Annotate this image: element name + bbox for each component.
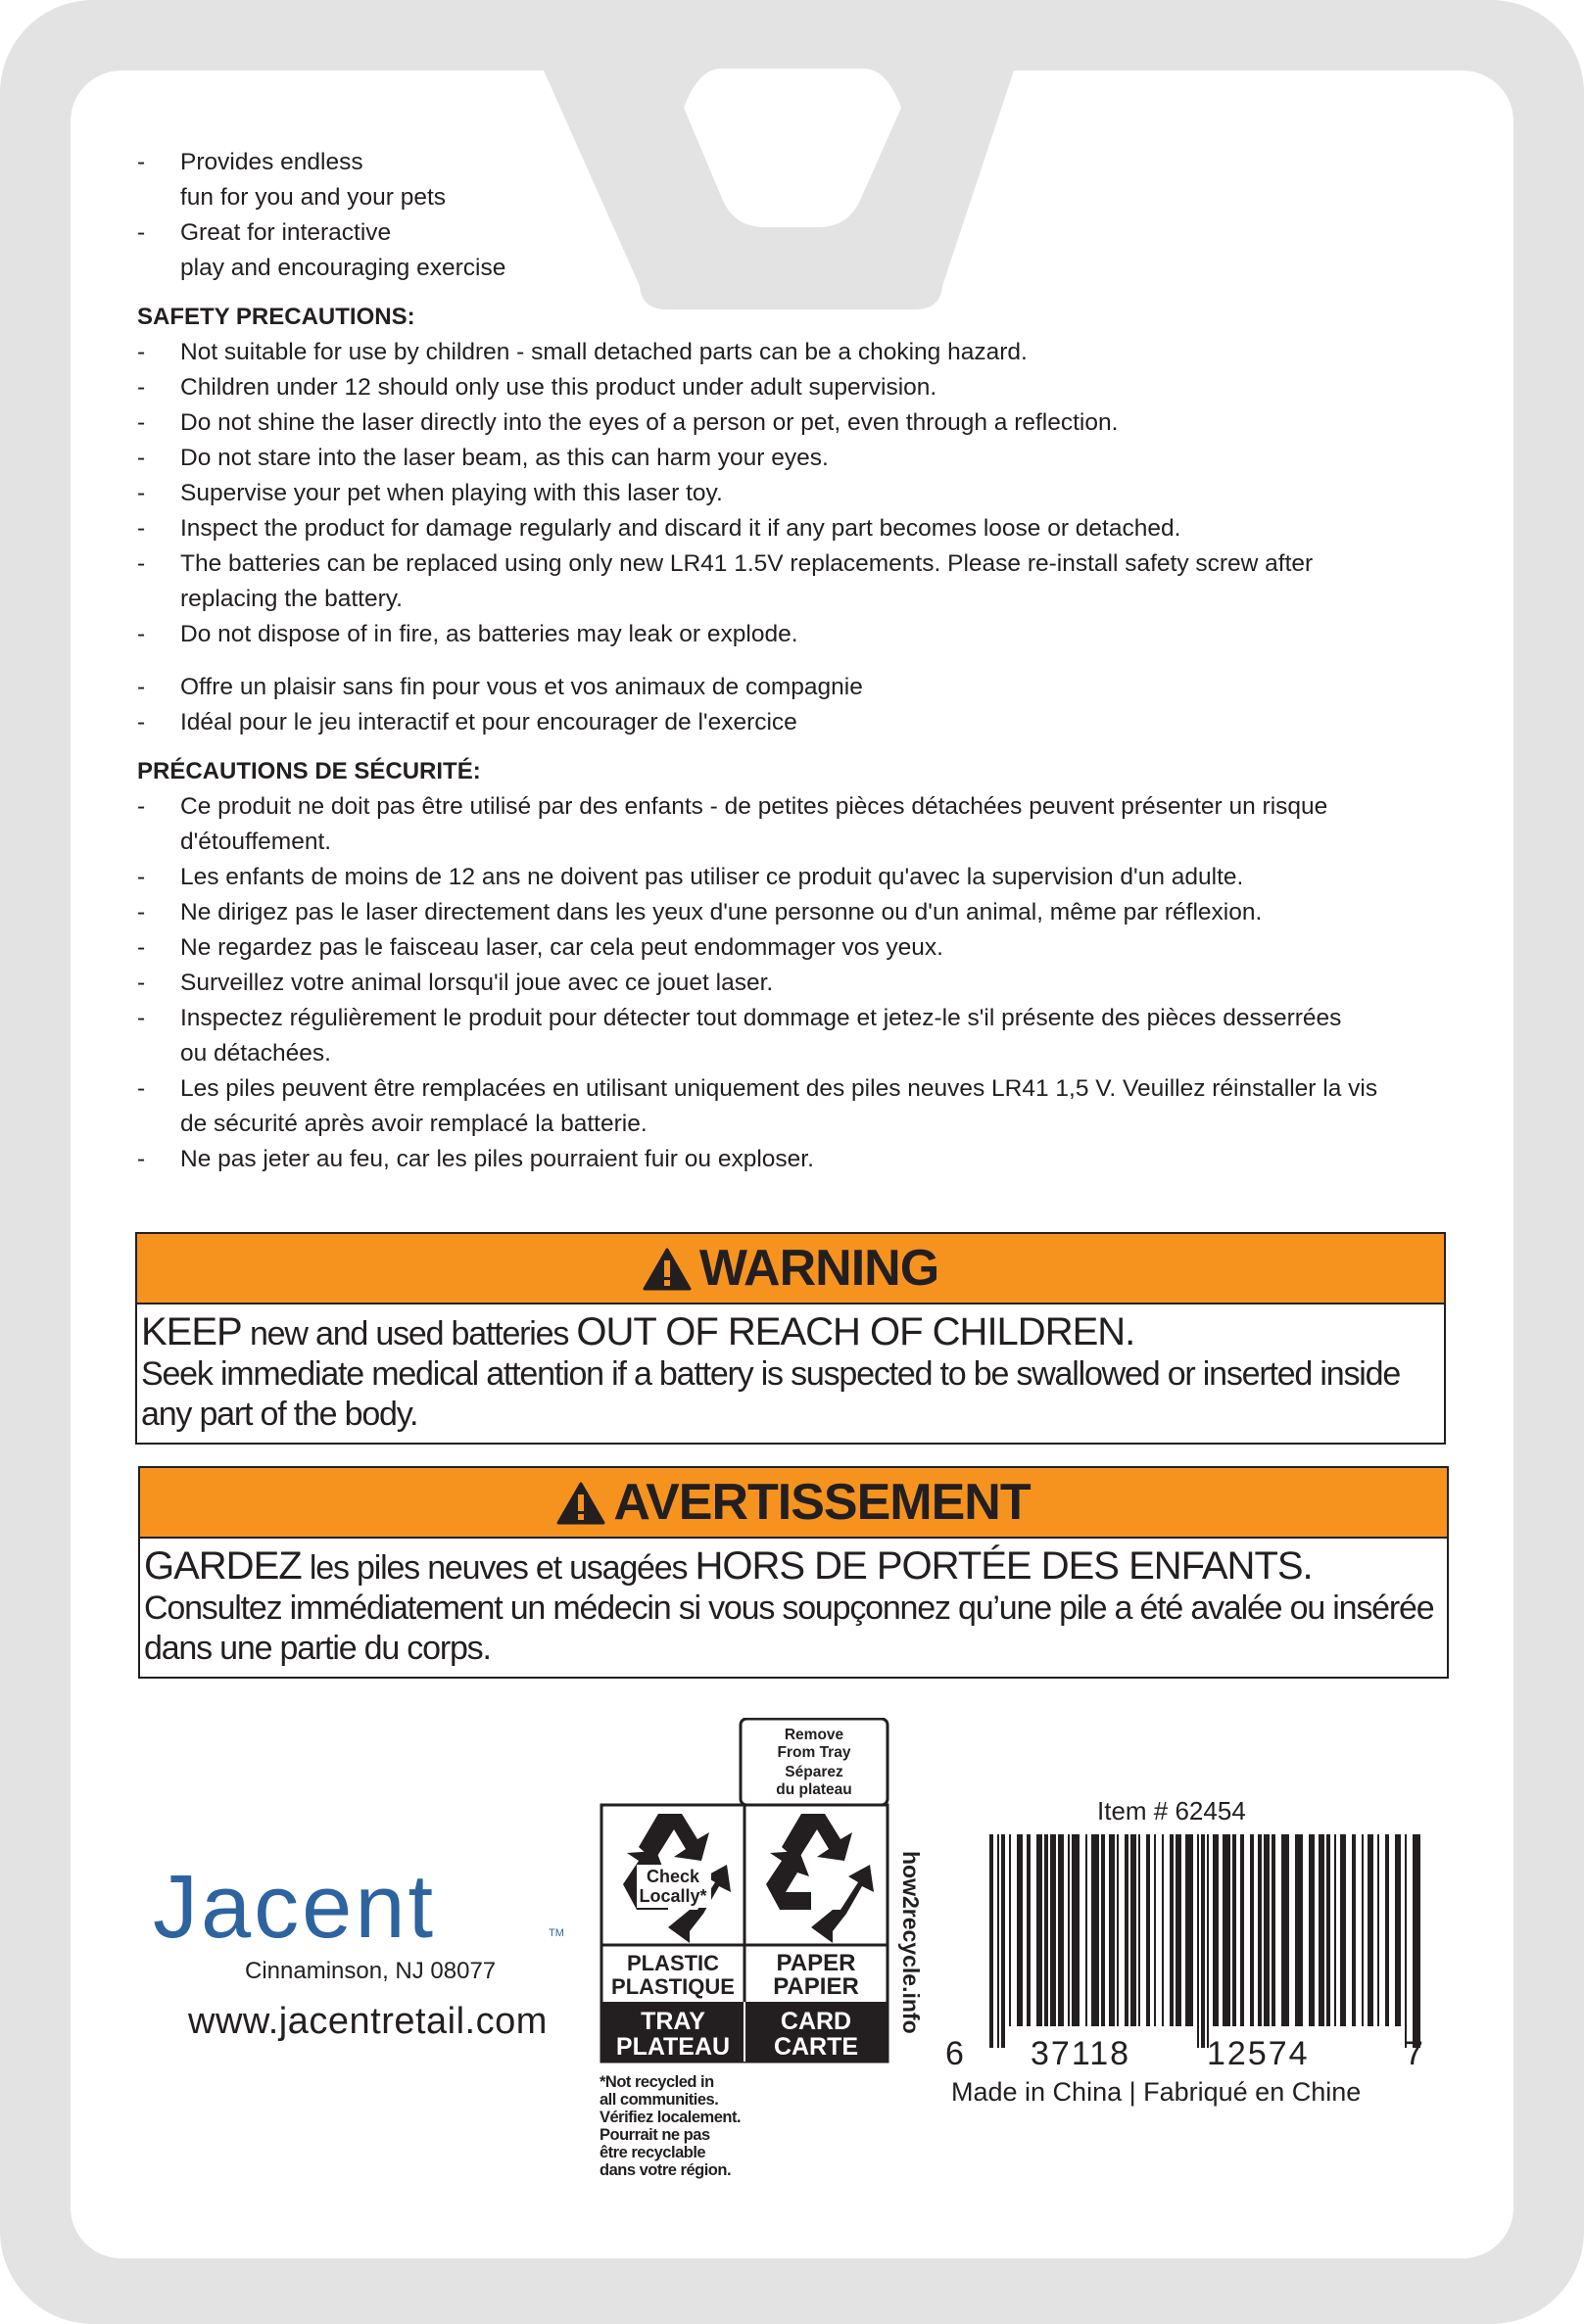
- list-item-text: Surveillez votre animal lorsqu'il joue avec ce jouet laser.: [180, 970, 774, 996]
- barcode-bar: [1295, 1834, 1303, 2026]
- warning-line2-en: Seek immediate medical attention if a battery is suspected to be swallowed or inserted inside: [141, 1355, 1401, 1393]
- barcode-bar: [1027, 1834, 1031, 2026]
- list-item-line: [137, 705, 1377, 740]
- barcode-bar: [1017, 1834, 1023, 2026]
- list-item-line: [137, 511, 1377, 546]
- warning-header-fr: [140, 1468, 1447, 1539]
- upc-barcode: [989, 1834, 1422, 2048]
- bullet-dash: -: [137, 480, 146, 506]
- list-item-line: [137, 370, 1377, 405]
- list-item-text: d'étouffement.: [180, 829, 332, 855]
- barcode-bar: [1413, 1834, 1420, 2048]
- recycle-note-line: être recyclable: [600, 2144, 706, 2161]
- list-item-line: [137, 966, 1377, 1001]
- card-label: CARD: [780, 2008, 852, 2035]
- list-item-line: [137, 670, 1377, 705]
- barcode-bar: [1044, 1834, 1048, 2026]
- item-number: Item # 62454: [1097, 1796, 1246, 1826]
- list-item-line: [137, 895, 1377, 930]
- list-item-line: [137, 1142, 1377, 1177]
- list-item-line: [137, 1071, 1377, 1107]
- list-item-line: [137, 441, 1377, 476]
- warning-box-fr: [138, 1466, 1449, 1679]
- bullet-dash: -: [137, 374, 146, 401]
- list-item-text: Idéal pour le jeu interactif et pour encourager de l'exercice: [180, 709, 797, 735]
- how2recycle-label: [600, 1718, 889, 2063]
- english-features-list: [137, 145, 1377, 286]
- barcode-digit-first: 6: [945, 2035, 964, 2072]
- recycle-note-line: dans votre région.: [600, 2161, 732, 2179]
- barcode-bar: [1162, 1834, 1164, 2026]
- barcode-bar: [1068, 1834, 1070, 2026]
- remove-en: Remove: [784, 1727, 844, 1743]
- barcode-bar: [1309, 1834, 1315, 2026]
- list-item-text: ou détachées.: [180, 1040, 331, 1067]
- warning-body-en: [137, 1304, 1444, 1443]
- list-item-text: Do not stare into the laser beam, as this can harm your eyes.: [180, 445, 829, 471]
- bullet-dash: -: [137, 339, 146, 365]
- warning-title-fr: AVERTISSEMENT: [613, 1474, 1031, 1531]
- bullet-dash: -: [137, 1005, 146, 1031]
- list-item-text: fun for you and your pets: [180, 184, 447, 211]
- list-item-text: de sécurité après avoir remplacé la batterie.: [180, 1111, 648, 1137]
- list-item-text: Ne regardez pas le faisceau laser, car cela peut endommager vos yeux.: [180, 934, 943, 961]
- safety-heading: SAFETY PRECAUTIONS:: [137, 304, 415, 330]
- bullet-dash: -: [137, 149, 146, 175]
- list-item-line: [137, 582, 1377, 617]
- list-item-text: Supervise your pet when playing with this laser toy.: [180, 480, 723, 506]
- warning-header-en: [137, 1234, 1444, 1304]
- list-item-text: Les piles peuvent être remplacées en utilisant uniquement des piles neuves LR41 1,5 V. Veuillez réinstaller la vis: [180, 1075, 1378, 1102]
- warning-keep-fr: GARDEZ: [144, 1544, 302, 1588]
- papier-label: PAPIER: [773, 1973, 859, 2000]
- securite-heading: PRÉCAUTIONS DE SÉCURITÉ:: [137, 758, 481, 784]
- list-item-text: play and encouraging exercise: [180, 255, 506, 281]
- list-item-line: [137, 617, 1377, 652]
- plastique-label: PLASTIQUE: [611, 1974, 735, 1999]
- barcode-bar: [1072, 1834, 1080, 2026]
- warning-line2-fr: Consultez immédiatement un médecin si vous soupçonnez qu’une pile a été avalée ou insérée: [144, 1589, 1434, 1627]
- barcode-bar: [1326, 1834, 1330, 2026]
- list-item-line: [137, 335, 1377, 370]
- warning-triangle-icon: [556, 1482, 605, 1525]
- recycle-note-line: Pourrait ne pas: [600, 2126, 710, 2144]
- warning-mid-fr: les piles neuves et usagées: [301, 1549, 696, 1587]
- list-item-text: Provides endless: [180, 149, 363, 175]
- warning-body-fr: [140, 1539, 1447, 1677]
- barcode-bar: [1240, 1834, 1244, 2026]
- plastic-label: PLASTIC: [626, 1951, 720, 1975]
- list-item-text: replacing the battery.: [180, 586, 403, 612]
- barcode-bar: [1352, 1834, 1356, 2026]
- list-item-text: Inspectez régulièrement le produit pour détecter tout dommage et jetez-le s'il présente des pièces desserrées: [180, 1005, 1342, 1031]
- list-item-text: Offre un plaisir sans fin pour vous et vos animaux de compagnie: [180, 674, 863, 700]
- remove-fr2: du plateau: [776, 1781, 852, 1798]
- recycle-note-line: all communities.: [600, 2091, 719, 2109]
- barcode-bar: [989, 1834, 993, 2048]
- check-text: Check: [646, 1867, 700, 1886]
- list-item-line: [137, 215, 1377, 251]
- barcode-bar: [1368, 1834, 1373, 2026]
- barcode-bar: [1405, 1834, 1407, 2048]
- barcode-bar: [1201, 1834, 1205, 2048]
- warning-title-en: WARNING: [698, 1240, 939, 1297]
- list-item-line: [137, 930, 1377, 966]
- recycle-note-line: *Not recycled in: [600, 2073, 714, 2091]
- bullet-dash: -: [137, 864, 146, 890]
- barcode-bar: [1001, 1834, 1005, 2048]
- bullet-dash: -: [137, 445, 146, 471]
- list-item-text: Ne dirigez pas le laser directement dans les yeux d'une personne ou d'un animal, même par réflexion.: [180, 899, 1263, 925]
- jacent-logo: Jacent: [153, 1857, 437, 1957]
- list-item-line: [137, 180, 1377, 215]
- recycle-footnote: [600, 2073, 786, 2179]
- barcode-bar: [1395, 1834, 1401, 2026]
- barcode-bar: [1258, 1834, 1262, 2026]
- list-item-line: [137, 145, 1377, 180]
- list-item-line: [137, 251, 1377, 286]
- warning-out-en: OUT OF REACH OF CHILDREN.: [576, 1310, 1135, 1353]
- barcode-bar: [1197, 1834, 1199, 2048]
- barcode-bar: [1130, 1834, 1136, 2026]
- list-item-text: Children under 12 should only use this product under adult supervision.: [180, 374, 937, 401]
- recycle-note-line: Vérifiez localement.: [600, 2109, 742, 2126]
- bullet-dash: -: [137, 550, 146, 577]
- bullet-dash: -: [137, 409, 146, 436]
- barcode-digits-right: 12574: [1207, 2035, 1310, 2072]
- barcode-bar: [1223, 1834, 1230, 2026]
- barcode-bar: [1085, 1834, 1087, 2026]
- company-address: Cinnaminson, NJ 08077: [245, 1958, 497, 1984]
- barcode-bar: [1009, 1834, 1011, 2026]
- bullet-dash: -: [137, 1075, 146, 1102]
- barcode-bar: [1091, 1834, 1099, 2026]
- english-section: [137, 145, 1377, 1177]
- list-item-text: Ce produit ne doit pas être utilisé par des enfants - de petites pièces détachées peuvent présenter un risque: [180, 793, 1328, 820]
- list-item-line: [137, 476, 1377, 511]
- bullet-dash: -: [137, 1146, 146, 1172]
- barcode-bar: [1050, 1834, 1056, 2026]
- barcode-bar: [1036, 1834, 1042, 2026]
- bullet-dash: -: [137, 515, 146, 542]
- barcode-bar: [1109, 1834, 1115, 2026]
- safety-list: [137, 335, 1377, 652]
- tray-label: TRAY: [641, 2008, 705, 2035]
- barcode-bar: [1264, 1834, 1270, 2026]
- bullet-dash: -: [137, 621, 146, 647]
- barcode-bar: [1176, 1834, 1181, 2026]
- warning-line3-fr: dans une partie du corps.: [144, 1630, 491, 1667]
- bullet-dash: -: [137, 709, 146, 735]
- barcode-digit-last: 7: [1405, 2035, 1423, 2072]
- barcode-bar: [1281, 1834, 1289, 2026]
- remove-fr: Séparez: [785, 1764, 843, 1780]
- french-features-list: [137, 670, 1377, 740]
- list-item-line: [137, 860, 1377, 895]
- list-item-line: [137, 825, 1377, 860]
- list-item-line: [137, 546, 1377, 582]
- list-item-text: Do not shine the laser directly into the eyes of a person or pet, even through a reflection.: [180, 409, 1119, 436]
- plateau-label: PLATEAU: [615, 2033, 731, 2061]
- barcode-bar: [1146, 1834, 1150, 2026]
- list-item-line: [137, 1001, 1377, 1036]
- company-website: www.jacentretail.com: [188, 2001, 548, 2042]
- remove-en2: From Tray: [777, 1744, 851, 1761]
- bullet-dash: -: [137, 793, 146, 820]
- bullet-dash: -: [137, 674, 146, 700]
- warning-out-fr: HORS DE PORTÉE DES ENFANTS.: [695, 1544, 1313, 1588]
- barcode-bar: [1340, 1834, 1346, 2026]
- warning-keep-en: KEEP: [141, 1310, 242, 1353]
- paper-label: PAPER: [776, 1950, 856, 1976]
- barcode-digits-left: 37118: [1031, 2035, 1131, 2072]
- warning-triangle-icon: [643, 1248, 692, 1291]
- how2recycle-site: how2recycle.info: [898, 1851, 924, 2034]
- bullet-dash: -: [137, 934, 146, 961]
- list-item-text: Do not dispose of in fire, as batteries may leak or explode.: [180, 621, 798, 647]
- barcode-bar: [1207, 1834, 1209, 2048]
- barcode-bar: [1377, 1834, 1379, 2026]
- list-item-text: Ne pas jeter au feu, car les piles pourraient fuir ou exploser.: [180, 1146, 814, 1172]
- barcode-bar: [997, 1834, 999, 2048]
- list-item-text: Not suitable for use by children - small detached parts can be a choking hazard.: [180, 339, 1028, 365]
- barcode-bar: [1385, 1834, 1389, 2026]
- securite-list: [137, 789, 1377, 1177]
- warning-box-en: [135, 1232, 1446, 1445]
- barcode-bar: [1319, 1834, 1324, 2026]
- list-item-text: Inspect the product for damage regularly and discard it if any part becomes loose or detached.: [180, 515, 1181, 542]
- barcode-bar: [1362, 1834, 1364, 2026]
- bullet-dash: -: [137, 970, 146, 996]
- list-item-line: [137, 405, 1377, 441]
- barcode-bar: [1101, 1834, 1105, 2026]
- barcode-bar: [1250, 1834, 1254, 2026]
- barcode-bar: [1272, 1834, 1275, 2026]
- barcode-bar: [1185, 1834, 1193, 2026]
- list-item-text: Les enfants de moins de 12 ans ne doivent pas utiliser ce produit qu'avec la supervision d'un adulte.: [180, 864, 1244, 890]
- barcode-bar: [1170, 1834, 1174, 2026]
- list-item-line: [137, 789, 1377, 825]
- barcode-bar: [1138, 1834, 1140, 2026]
- warning-mid-en: new and used batteries: [241, 1315, 577, 1352]
- trademark-mark: TM: [549, 1927, 564, 1939]
- barcode-bar: [1232, 1834, 1236, 2026]
- warning-line3-en: any part of the body.: [141, 1396, 418, 1433]
- list-item-line: [137, 1107, 1377, 1142]
- bullet-dash: -: [137, 219, 146, 246]
- barcode-bar: [1125, 1834, 1128, 2026]
- made-in-label: Made in China | Fabriqué en Chine: [951, 2077, 1362, 2107]
- list-item-text: The batteries can be replaced using only new LR41 1.5V replacements. Please re-install safety screw after: [180, 550, 1314, 577]
- barcode-bar: [1117, 1834, 1119, 2026]
- locally-text: Locally*: [639, 1886, 707, 1906]
- barcode-bar: [1213, 1834, 1219, 2026]
- carte-label: CARTE: [773, 2033, 859, 2061]
- barcode-bar: [1154, 1834, 1156, 2026]
- barcode-bar: [1334, 1834, 1336, 2026]
- list-item-line: [137, 1036, 1377, 1071]
- barcode-bar: [1058, 1834, 1064, 2026]
- bullet-dash: -: [137, 899, 146, 925]
- list-item-text: Great for interactive: [180, 219, 392, 246]
